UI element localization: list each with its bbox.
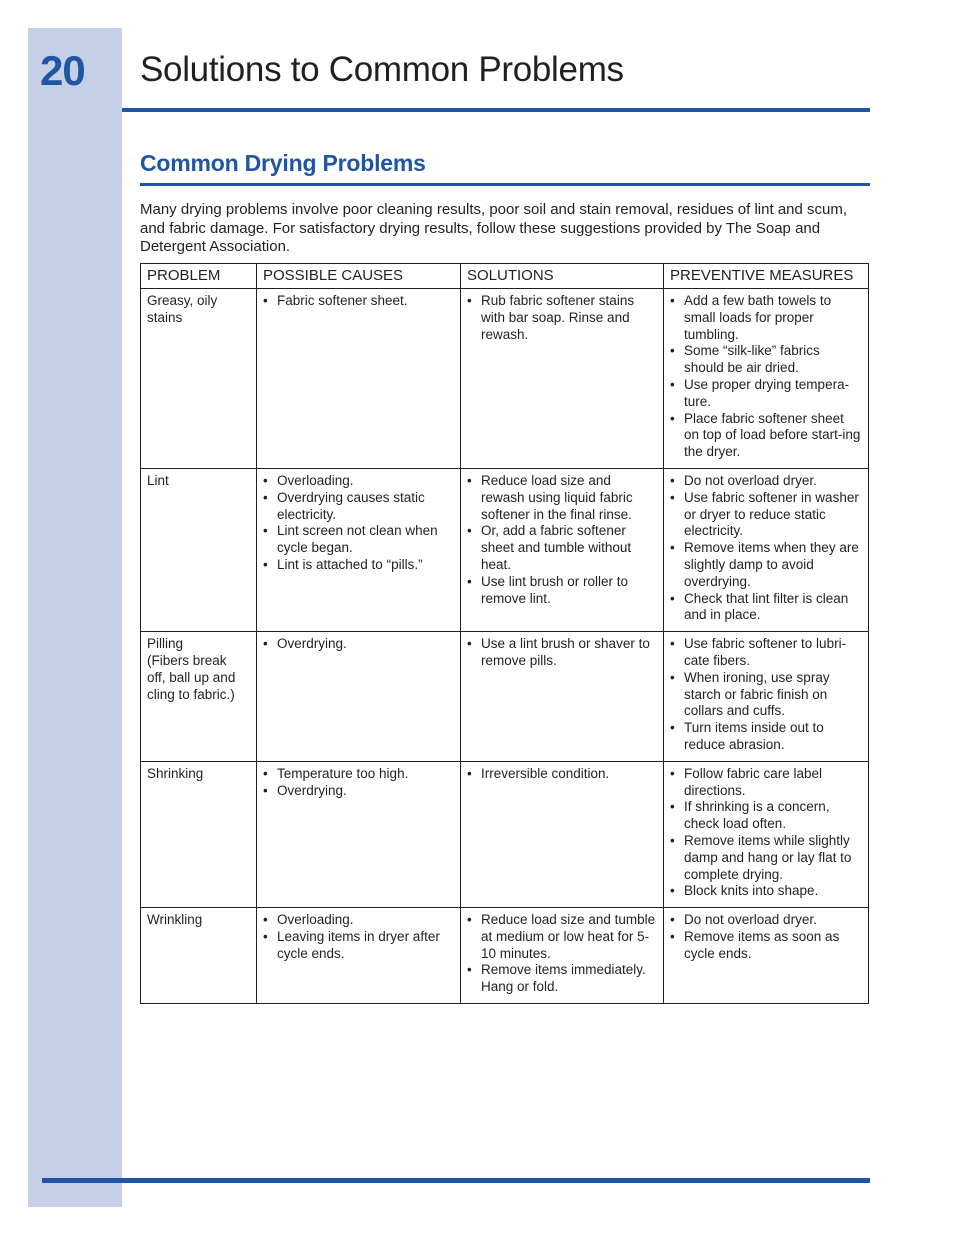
solutions-cell [461, 632, 664, 762]
solutions-cell [461, 908, 664, 1004]
bullet-list [263, 473, 454, 574]
causes-cell [257, 289, 461, 469]
list-item: • Use lint brush or roller to remove lint. [467, 574, 657, 608]
bullet-list [670, 636, 862, 754]
list-item: • Do not overload dryer. [670, 473, 862, 490]
page-sidebar [28, 28, 122, 1207]
list-item: • Temperature too high. [263, 766, 454, 783]
list-item: • Turn items inside out to reduce abrasion. [670, 720, 862, 754]
list-item: • Leaving items in dryer after cycle ends. [263, 929, 454, 963]
table-body [141, 289, 869, 1004]
measures-cell [664, 468, 869, 631]
list-item: • If shrinking is a concern, check load often. [670, 799, 862, 833]
causes-cell [257, 468, 461, 631]
problem-cell: Greasy, oily stains [141, 289, 257, 469]
table-row [141, 632, 869, 762]
solutions-cell [461, 761, 664, 907]
list-item: • Add a few bath towels to small loads for proper tumbling. [670, 293, 862, 343]
bullet-list [263, 766, 454, 800]
list-item: • Remove items as soon as cycle ends. [670, 929, 862, 963]
list-item: • Use fabric softener in washer or dryer to reduce static electricity. [670, 490, 862, 540]
title-divider [122, 108, 870, 112]
table-row [141, 908, 869, 1004]
bullet-list [670, 912, 862, 962]
causes-cell [257, 908, 461, 1004]
measures-cell [664, 289, 869, 469]
page-number: 20 [40, 47, 85, 94]
header-preventive-measures: PREVENTIVE MEASURES [664, 264, 869, 289]
solutions-cell [461, 289, 664, 469]
header-problem: PROBLEM [141, 264, 257, 289]
list-item: • Reduce load size and tumble at medium or low heat for 5-10 minutes. [467, 912, 657, 962]
bullet-list [467, 912, 657, 996]
list-item: • Lint is attached to “pills.” [263, 557, 454, 574]
list-item: • Block knits into shape. [670, 883, 862, 900]
list-item: • Remove items when they are slightly damp to avoid overdrying. [670, 540, 862, 590]
solutions-cell [461, 468, 664, 631]
bullet-list [263, 293, 454, 310]
list-item: • Use fabric softener to lubri-cate fibers. [670, 636, 862, 670]
list-item: • When ironing, use spray starch or fabric finish on collars and cuffs. [670, 670, 862, 720]
problem-cell: Shrinking [141, 761, 257, 907]
table-header-row [141, 264, 869, 289]
problem-cell: Wrinkling [141, 908, 257, 1004]
intro-paragraph: Many drying problems involve poor cleaning results, poor soil and stain removal, residues of lint and scum, and fabric damage. For satisfactory drying results, follow these suggestions provided by The Soap and Detergent Association. [140, 201, 848, 255]
header-solutions: SOLUTIONS [461, 264, 664, 289]
list-item: • Check that lint filter is clean and in place. [670, 591, 862, 625]
page-title: Solutions to Common Problems [140, 50, 624, 89]
list-item: • Place fabric softener sheet on top of load before start-ing the dryer. [670, 411, 862, 461]
list-item: • Remove items while slightly damp and hang or lay flat to complete drying. [670, 833, 862, 883]
list-item: • Reduce load size and rewash using liquid fabric softener in the final rinse. [467, 473, 657, 523]
bullet-list [670, 473, 862, 624]
section-divider [140, 183, 870, 186]
list-item: • Overdrying. [263, 783, 454, 800]
list-item: • Use proper drying tempera-ture. [670, 377, 862, 411]
bullet-list [467, 473, 657, 607]
list-item: • Overloading. [263, 473, 454, 490]
causes-cell [257, 761, 461, 907]
table-row [141, 468, 869, 631]
list-item: • Overdrying causes static electricity. [263, 490, 454, 524]
list-item: • Some “silk-like” fabrics should be air dried. [670, 343, 862, 377]
bullet-list [467, 293, 657, 343]
table-row [141, 761, 869, 907]
header-possible-causes: POSSIBLE CAUSES [257, 264, 461, 289]
list-item: • Follow fabric care label directions. [670, 766, 862, 800]
bullet-list [467, 636, 657, 670]
table-row [141, 289, 869, 469]
causes-cell [257, 632, 461, 762]
list-item: • Overloading. [263, 912, 454, 929]
list-item: • Rub fabric softener stains with bar soap. Rinse and rewash. [467, 293, 657, 343]
list-item: • Remove items immediately. Hang or fold. [467, 962, 657, 996]
measures-cell [664, 632, 869, 762]
bullet-list [467, 766, 657, 783]
problem-cell: Pilling (Fibers break off, ball up and cling to fabric.) [141, 632, 257, 762]
list-item: • Use a lint brush or shaver to remove pills. [467, 636, 657, 670]
list-item: • Irreversible condition. [467, 766, 657, 783]
list-item: • Lint screen not clean when cycle began. [263, 523, 454, 557]
list-item: • Overdrying. [263, 636, 454, 653]
bullet-list [263, 636, 454, 653]
problem-cell: Lint [141, 468, 257, 631]
bullet-list [263, 912, 454, 962]
section-title: Common Drying Problems [140, 150, 426, 176]
drying-problems-table [140, 263, 869, 1004]
list-item: • Do not overload dryer. [670, 912, 862, 929]
bullet-list [670, 766, 862, 900]
measures-cell [664, 908, 869, 1004]
footer-divider [42, 1178, 870, 1183]
list-item: • Fabric softener sheet. [263, 293, 454, 310]
bullet-list [670, 293, 862, 461]
measures-cell [664, 761, 869, 907]
list-item: • Or, add a fabric softener sheet and tumble without heat. [467, 523, 657, 573]
